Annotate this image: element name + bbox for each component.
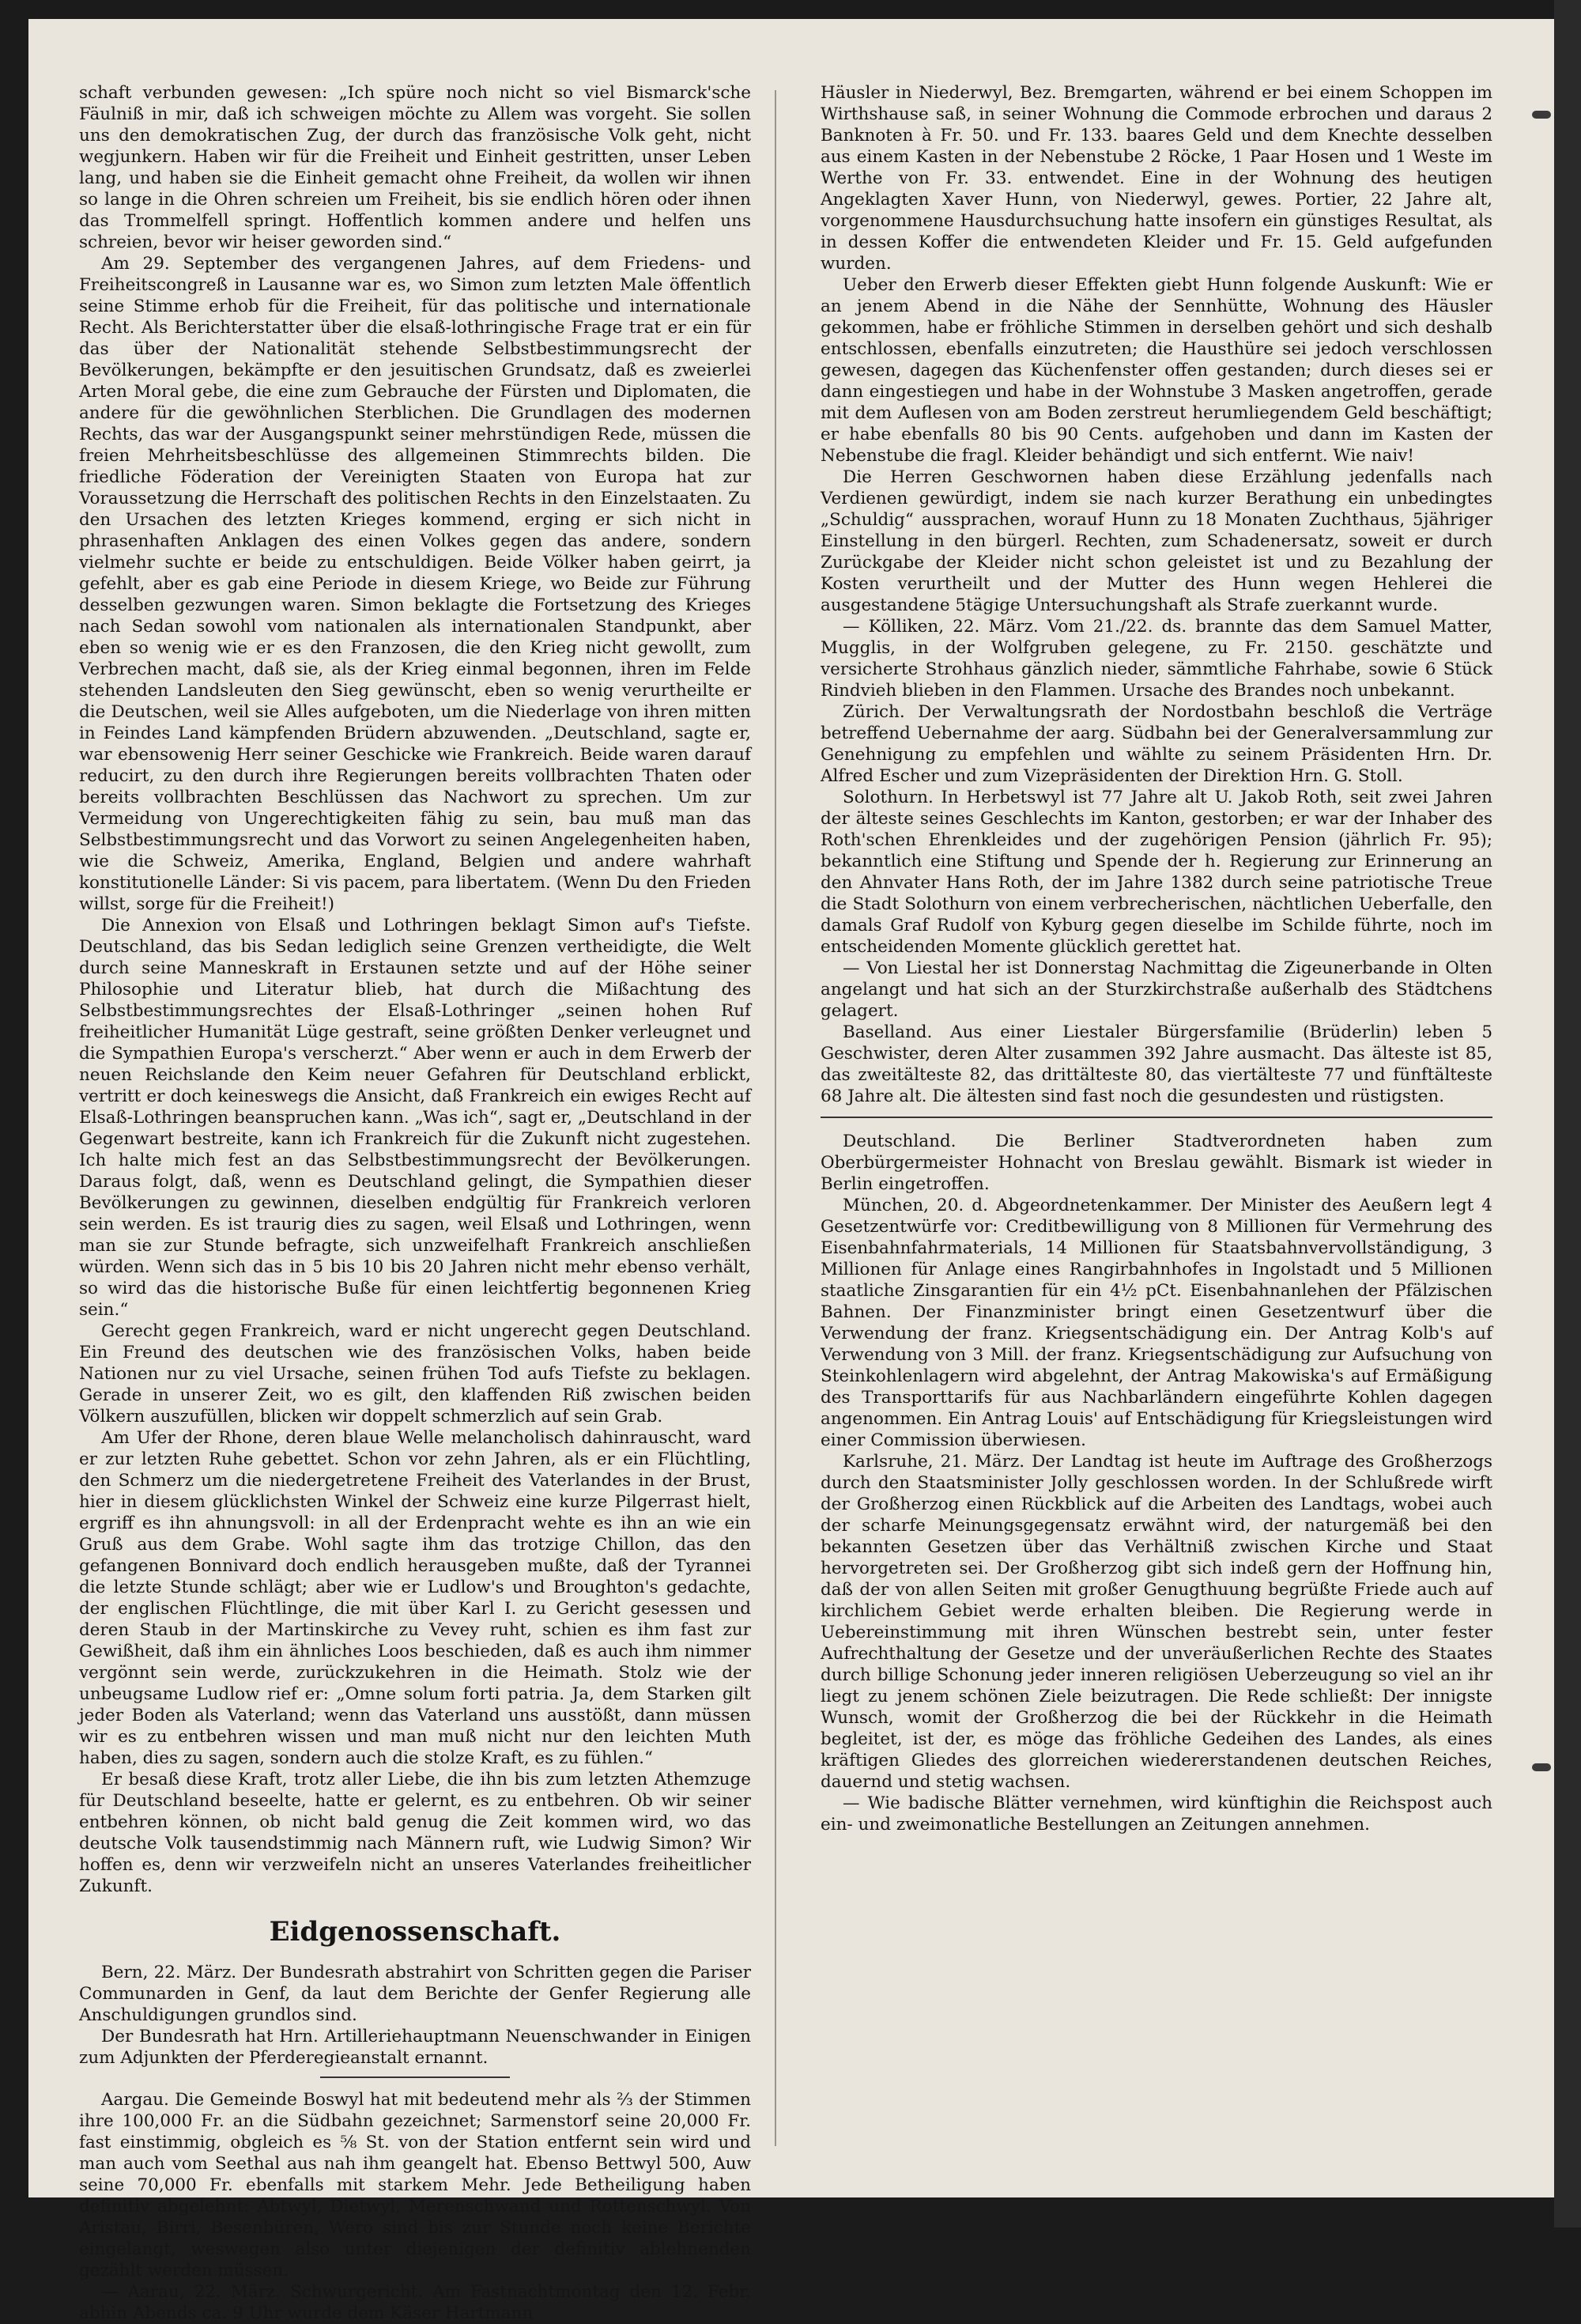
article-koelliken: — Kölliken, 22. März. Vom 21./22. ds. brannte das dem Samuel Matter, Mugglis, in der Wolfgruben gelegene, zu Fr. 2150. geschätzte und versicherte Strohhaus gänzlich nieder, sämmtliche Fahrhabe, sowie 6 Stück Rindvieh blieben in den Flammen. Ursache des Brandes noch unbekannt. <box>821 617 1492 701</box>
article-aargau: Aargau. Die Gemeinde Boswyl hat mit bedeutend mehr als ⅔ der Stimmen ihre 100,000 Fr. an die Südbahn gezeichnet; Sarmenstorf seine 20,000 Fr. fast einstimmig, obgleich es ⅝ St. von der Station entfernt sein wird und man auch vom Seethal aus nah ihm geangelt hat. Ebenso Bettwyl 500, Auw seine 70,000 Fr. ebenfalls mit starkem Mehr. Jede Betheiligung haben definitiv abgelehnt: Abtwyl, Dietwyl, Merenschwand und Rottenschwyl. Von Aristau, Birri, Besenbüren, Wero sind bis zur Stunde noch keine Berichte eingelangt, weswegen also unter diejenigen der definitiv ablehnenden gezählt werden müssen. <box>79 2090 751 2281</box>
article-baselland: Baselland. Aus einer Liestaler Bürgersfamilie (Brüderlin) leben 5 Geschwister, deren Alter zusammen 392 Jahre ausmacht. Das älteste ist 85, das zweitälteste 82, das drittälteste 80, das viertälteste 77 und fünftälteste 68 Jahre alt. Die ältesten sind fast noch die gesundesten und rüstigsten. <box>821 1022 1492 1106</box>
article-solothurn: Solothurn. In Herbetswyl ist 77 Jahre alt U. Jakob Roth, seit zwei Jahren der älteste seines Geschlechts im Kanton, gestorben; er war der Inhaber des Roth'schen Ehrenkleides und der zugehörigen Pension (jährlich Fr. 95); bekanntlich eine Stiftung und Spende der h. Regierung zur Erinnerung an den Ahnvater Hans Roth, der im Jahre 1382 durch seine patriotische Treue die Stadt Solothurn von einem verbrecherischen, nächtlichen Ueberfalle, den damals Graf Rudolf von Kyburg gegen dieselbe im Schilde führte, noch im entscheidenden Momente glücklich gerettet hat. <box>821 788 1492 957</box>
article-aarau: — Aarau, 22. März. Schwurgericht. Am Fastnachtmontag den 12. Febr. abhin Abends ca. 9 Uhr wurde dem Käser Hartmann <box>79 2282 751 2323</box>
article-zuerich: Zürich. Der Verwaltungsrath der Nordostbahn beschloß die Verträge betreffend Uebernahme der aarg. Südbahn bei der Generalversammlung zur Genehnigung zu empfehlen und wählte zu seinem Präsidenten Hrn. Dr. Alfred Escher und zum Vizepräsidenten der Direktion Hrn. G. Stoll. <box>821 702 1492 786</box>
article-muenchen: München, 20. d. Abgeordnetenkammer. Der Minister des Aeußern legt 4 Gesetzentwürfe vor: Creditbewilligung von 8 Millionen für Vermehrung des Eisenbahnfahrmaterials, 14 Millionen für Staatsbahnvervollständigung, 3 Millionen für Anlage eines Rangirbahnhofes in Ingolstadt und 5 Millionen staatliche Zinsgarantien für ein 4½ pCt. Eisenbahnanlehen der Pfälzischen Bahnen. Der Finanzminister bringt einen Gesetzentwurf über die Verwendung der franz. Kriegsentschädigung ein. Der Antrag Kolb's auf Verwendung von 3 Mill. der franz. Kriegsentschädigung zur Aufsuchung von Steinkohlenlagern wird abgelehnt, der Antrag Makowiska's auf Ermäßigung des Transporttarifs für aus Nachbarländern eingeführte Kohlen dagegen angenommen. Ein Antrag Louis' auf Entschädigung für Kriegsleistungen wird einer Commission überwiesen. <box>821 1196 1492 1450</box>
paragraph-gerecht: Gerecht gegen Frankreich, ward er nicht ungerecht gegen Deutschland. Ein Freund des deutschen wie des französischen Volks, haben beide Nationen nur zu viel Ursache, seinen frühen Tod aufs Tiefste zu beklagen. Gerade in unserer Zeit, wo es gilt, den klaffenden Riß zwischen beiden Völkern auszufüllen, blicken wir doppelt schmerzlich auf sein Grab. <box>79 1321 751 1427</box>
divider-rule <box>821 1117 1492 1118</box>
newspaper-page <box>28 19 1554 2323</box>
paragraph-annexion: Die Annexion von Elsaß und Lothringen beklagt Simon auf's Tiefste. Deutschland, das bis Sedan lediglich seine Grenzen vertheidigte, die Welt durch seine Manneskraft in Erstaunen setzte und auf der Höhe seiner Philosophie und Literatur blieb, hat durch die Mißachtung des Selbstbestimmungsrechtes der Elsaß-Lothringer „seinen hohen Ruf freiheitlicher Humanität Lüge gestraft, seine größten Denker verleugnet und die Sympathien Europa's verscherzt.“ Aber wenn er auch in dem Erwerb der neuen Reichslande den Keim neuer Gefahren für Deutschland erblickt, vertritt er doch keineswegs die Ansicht, daß Frankreich ein ewiges Recht auf Elsaß-Lothringen beanspruchen kann. „Was ich“, sagt er, „Deutschland in der Gegenwart bestreite, kann ich Frankreich für die Zukunft nicht zugestehen. Ich halte mich fest an das Selbstbestimmungsrecht der Bevölkerungen. Daraus folgt, daß, wenn es Deutschland gelingt, die Sympathien dieser Bevölkerungen zu gewinnen, dieselben endgültig für Frankreich verloren sein werden. Es ist traurig dies zu sagen, weil Elsaß und Lothringen, wenn man sie zur Stunde befragte, sich unzweifelhaft Frankreich anschließen würden. Wenn sich das in 5 bis 10 bis 20 Jahren nicht mehr ebenso verhält, so wird das die historische Buße für einen leichtfertig begonnenen Krieg sein.“ <box>79 916 751 1320</box>
article-verdict: Die Herren Geschwornen haben diese Erzählung jedenfalls nach Verdienen gewürdigt, indem sie nach kurzer Berathung ein unbedingtes „Schuldig“ aussprachen, worauf Hunn zu 18 Monaten Zuchthaus, 5jähriger Einstellung in den bürgerl. Rechten, zum Schadenersatz, soweit er durch Zurückgabe der Kleider nicht schon geleistet ist und zu Bezahlung der Kosten verurtheilt und der Mutter des Hunn wegen Hehlerei die ausgestandene 5tägige Untersuchungshaft als Strafe zuerkannt wurde. <box>821 467 1492 615</box>
article-karlsruhe: Karlsruhe, 21. März. Der Landtag ist heute im Auftrage des Großherzogs durch den Staatsminister Jolly geschlossen worden. In der Schlußrede wirft der Großherzog einen Rückblick auf die Arbeiten des Landtags, wobei auch der scharfe Meinungsgegensatz erwähnt wird, der naturgemäß bei den bekannten Gesetzen über das Verhältniß zwischen Kirche und Staat hervorgetreten sei. Der Großherzog gibt sich indeß gern der Hoffnung hin, daß der von allen Seiten mit großer Genugthuung begrüßte Friede auch auf kirchlichem Gebiet werde erhalten bleiben. Die Regierung werde in Uebereinstimmung mit ihren Wünschen bestrebt sein, unter fester Aufrechthaltung der Gesetze und der unveräußerlichen Rechte des Staates durch billige Schonung jeder inneren religiösen Ueberzeugung so viel an ihr liegt zu jenem schönen Ziele beizutragen. Die Rede schließt: Der innigste Wunsch, womit der Großherzog die bei der Rückkehr in die Heimath begleitet, ist der, es möge das fröhliche Gedeihen des Landes, als eines kräftigen Gliedes des glorreichen wiedererstandenen deutschen Reiches, dauernd und stetig wachsen. <box>821 1452 1492 1792</box>
article-deutschland: Deutschland. Die Berliner Stadtverordneten haben zum Oberbürgermeister Hohnacht von Breslau gewählt. Bismark ist wieder in Berlin eingetroffen. <box>821 1132 1492 1194</box>
paragraph-kraft: Er besaß diese Kraft, trotz aller Liebe, die ihn bis zum letzten Athemzuge für Deutschland beseelte, hatte er gelernt, es zu entbehren. Ob wir seiner entbehren können, ob nicht bald genug die Zeit kommen wird, wo das deutsche Volk tausendstimmig nach Männern ruft, wie Ludwig Simon? Wir hoffen es, denn wir verzweifeln nicht an unseres Vaterlandes freiheitlicher Zukunft. <box>79 1770 751 1896</box>
divider-rule <box>320 2076 510 2078</box>
section-title: Eidgenossenschaft. <box>269 1916 561 1948</box>
article-bern: Bern, 22. März. Der Bundesrath abstrahirt von Schritten gegen die Pariser Communarden in Genf, da laut dem Berichte der Genfer Regierung alle Anschuldigungen grundlos sind. <box>79 1963 751 2025</box>
paragraph-rhone: Am Ufer der Rhone, deren blaue Welle melancholisch dahinrauscht, ward er zur letzten Ruhe gebettet. Schon vor zehn Jahren, als er ein Flüchtling, den Schmerz um die niedergetretene Freiheit des Vaterlandes in der Brust, hier in diesem glücklichsten Winkel der Schweiz eine kurze Pilgerrast hielt, ergriff es ihn ahnungsvoll: in all der Erdenpracht wehte es ihn an wie ein Gruß aus dem Grabe. Wohl sagte ihm das trotzige Chillon, das den gefangenen Bonnivard doch endlich herausgeben mußte, daß der Tyrannei die letzte Stunde schlägt; aber wie er Ludlow's und Broughton's gedachte, der englischen Flüchtlinge, die mit über Karl I. zu Gericht gesessen und deren Staub in der Martinskirche zu Vevey ruht, schien es ihm fast zur Gewißheit, daß ihm ein ähnliches Loos beschieden, daß es auch ihm nimmer vergönnt sein werde, zurückzukehren in die Heimath. Stolz wie der unbeugsame Ludlow rief er: „Omne solum forti patria. Ja, dem Starken gilt jeder Boden als Vaterland; wenn das Vaterland uns ausstößt, dann müssen wir es zu entbehren wissen und man muß nicht nur den leichten Muth haben, dies zu sagen, sondern auch die stolze Kraft, es zu fühlen.“ <box>79 1428 751 1768</box>
column-divider <box>775 90 776 2146</box>
article-bundesrath: Der Bundesrath hat Hrn. Artilleriehauptmann Neuenschwander in Einigen zum Adjunkten der Pferderegieanstalt ernannt. <box>79 2027 751 2068</box>
paragraph-lausanne-congress: Am 29. September des vergangenen Jahres, auf dem Friedens- und Freiheitscongreß in Lausanne war es, wo Simon zum letzten Male öffentlich seine Stimme erhob für die Freiheit, für das politische und internationale Recht. Als Berichterstatter über die elsaß-lothringische Frage trat er ein für das über der Nationalität stehende Selbstbestimmungsrecht der Bevölkerungen, bekämpfte er den jesuitischen Grundsatz, daß es zweierlei Arten Moral gebe, die eine zum Gebrauche der Fürsten und Diplomaten, die andere für die gewöhnlichen Sterblichen. Die Grundlagen des modernen Rechts, das war der Ausgangspunkt seiner mehrstündigen Rede, müssen die freien Mehrheitsbeschlüsse des allgemeinen Stimmrechts bilden. Die friedliche Föderation der Vereinigten Staaten von Europa hat zur Voraussetzung die Herrschaft des politischen Rechts in den Einzelstaaten. Zu den Ursachen des letzten Krieges kommend, erging er sich nicht in phrasenhaften Anklagen des einen Volkes gegen das andere, sondern vielmehr suchte er beide zu entschuldigen. Beide Völker haben geirrt, ja gefehlt, aber es gab eine Periode in diesem Kriege, wo Beide zur Führung desselben gezwungen waren. Simon beklagte die Fortsetzung des Krieges nach Sedan sowohl vom nationalen als internationalen Standpunkt, aber eben so wenig wie er es den Franzosen, die den Krieg nicht gewollt, zum Verbrechen macht, daß sie, als der Krieg einmal begonnen, ihren im Felde stehenden Landsleuten den Sieg gewünscht, eben so wenig verurtheilte er die Deutschen, weil sie Alles aufgeboten, um die Niederlage von ihren mitten in Feindes Land kämpfenden Brüdern abzuwenden. „Deutschland, sagte er, war ebensowenig Herr seiner Geschicke wie Frankreich. Beide waren darauf reducirt, zu den durch ihre Regierungen bereits vollbrachten Thaten oder bereits vollbrachten Beschlüssen das Nachwort zu sprechen. Um zur Vermeidung von Ungerechtigkeiten fähig zu sein, bau muß man das Selbstbestimmungsrecht und das Vorwort zu seinen Angelegenheiten haben, wie die Schweiz, Amerika, England, Belgien und andere wahrhaft konstitutionelle Länder: Si vis pacem, para libertatem. (Wenn Du den Frieden willst, sorge für die Freiheit!) <box>79 254 751 914</box>
paragraph-simon-quote: schaft verbunden gewesen: „Ich spüre noch nicht so viel Bismarck'sche Fäulniß in mir, daß ich schweigen möchte zu Allem was vorgeht. Sie sollen uns den demokratischen Zug, der durch das französische Volk geht, nicht wegjunkern. Haben wir für die Freiheit und Einheit gestritten, unser Leben lang, und haben sie die Einheit gemacht ohne Freiheit, da wollen wir ihnen so lange in die Ohren schreien um Freiheit, bis sie endlich hören oder ihnen das Trommelfell springt. Hoffentlich kommen andere und helfen uns schreien, bevor wir heiser geworden sind.“ <box>79 83 751 252</box>
left-column <box>79 82 751 2323</box>
right-column <box>821 82 1492 2154</box>
article-badische-blaetter: — Wie badische Blätter vernehmen, wird künftighin die Reichspost auch ein- und zweimonatliche Bestellungen an Zeitungen annehmen. <box>821 1793 1492 1835</box>
article-liestal: — Von Liestal her ist Donnerstag Nachmittag die Zigeunerbande in Olten angelangt und hat sich an der Sturzkirchstraße außerhalb des Städtchens gelagert. <box>821 958 1492 1021</box>
binding-nail <box>1532 111 1551 119</box>
binding-edge <box>1554 0 1581 2228</box>
article-aarau-continued: Häusler in Niederwyl, Bez. Bremgarten, während er bei einem Schoppen im Wirthshause saß, in seiner Wohnung die Commode erbrochen und daraus 2 Banknoten à Fr. 50. und Fr. 133. baares Geld und dem Knechte desselben aus einem Kasten in der Nebenstube 2 Röcke, 1 Paar Hosen und 1 Weste im Werthe von Fr. 33. entwendet. Eine in der Wohnung des heutigen Angeklagten Xaver Hunn, von Niederwyl, gewes. Portier, 22 Jahre alt, vorgenommene Hausdurchsuchung hatte insofern ein günstiges Resultat, als in dessen Koffer die entwendeten Kleider und Fr. 15. Geld aufgefunden wurden. <box>821 83 1492 274</box>
binding-nail <box>1532 1763 1551 1771</box>
article-hunn-statement: Ueber den Erwerb dieser Effekten giebt Hunn folgende Auskunft: Wie er an jenem Abend in die Nähe der Sennhütte, Wohnung des Häusler gekommen, habe er fröhliche Stimmen in derselben gehört und sich deshalb entschlossen, ebenfalls einzutreten; die Hausthüre sei jedoch verschlossen gewesen, dagegen das Küchenfenster offen gestanden; durch dieses sei er dann eingestiegen und habe in der Wohnstube 3 Masken angetroffen, gerade mit dem Auflesen von am Boden zerstreut herumliegendem Geld beschäftigt; er habe ebenfalls 80 bis 90 Cents. aufgehoben und dann im Kasten der Nebenstube die fragl. Kleider behändigt und sich entfernt. Wie naiv! <box>821 275 1492 466</box>
